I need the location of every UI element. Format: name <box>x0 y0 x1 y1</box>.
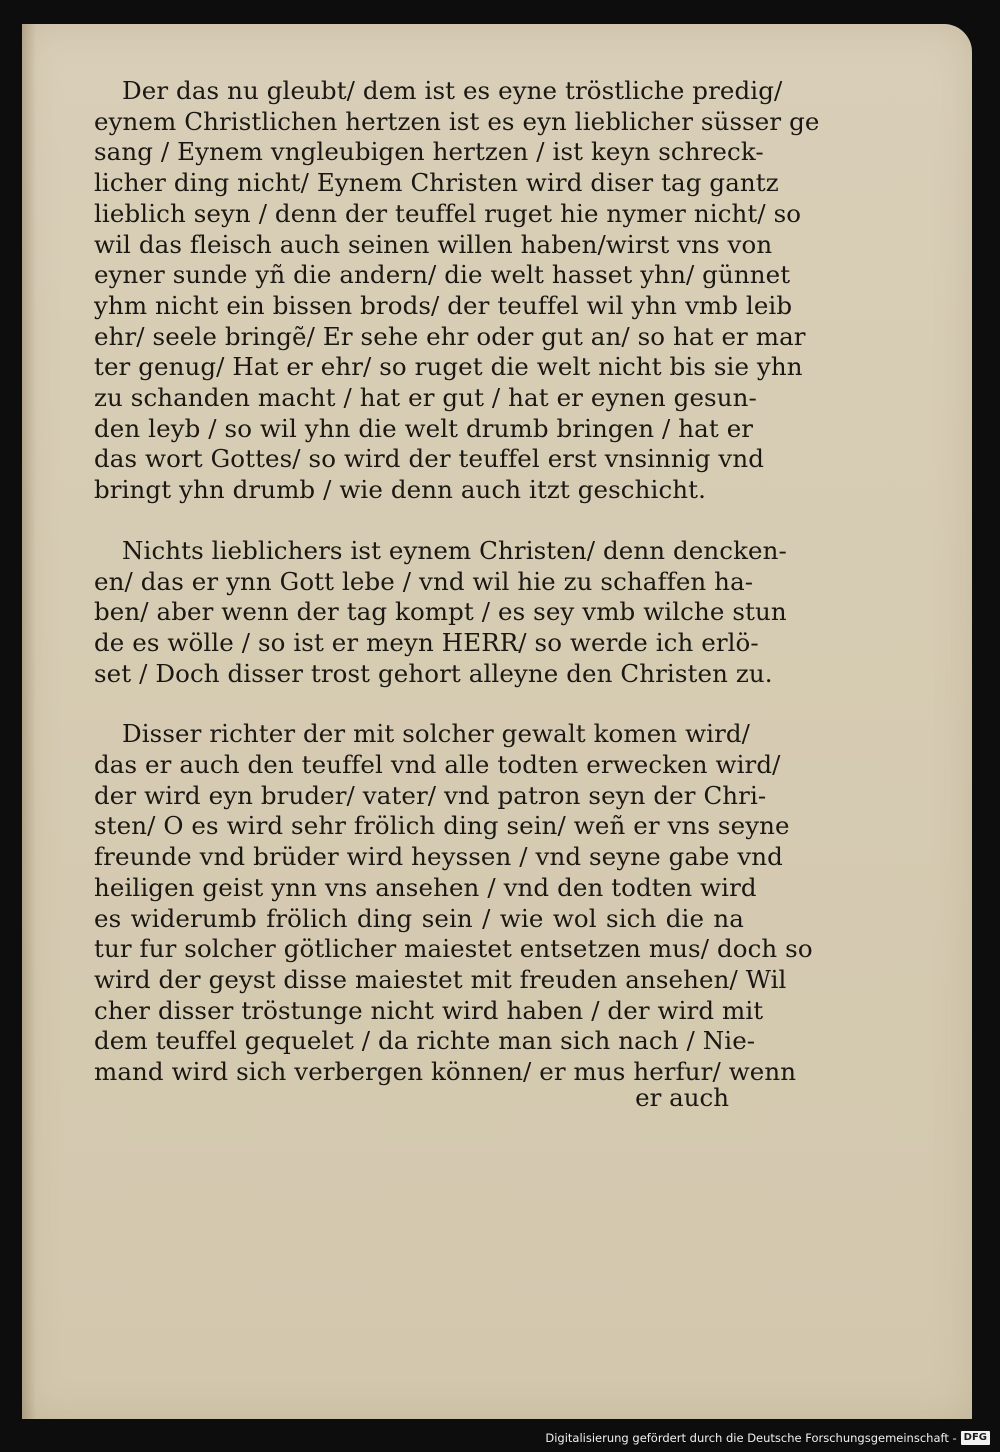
text-line: mand wird sich verbergen können/ er mus herfur/ wenn <box>94 1057 797 1087</box>
text-line: set / Doch disser trost gehort alleyne den Christen zu. <box>94 658 773 688</box>
text-line: yhm nicht ein bissen brods/ der teuffel wil yhn vmb leib <box>94 290 793 320</box>
text-line: eynem Christlichen hertzen ist es eyn lieblicher süsser ge <box>94 106 820 136</box>
text-line: cher disser tröstunge nicht wird haben / der wird mit <box>94 995 764 1025</box>
text-line: Disser richter der mit solcher gewalt komen wird/ <box>122 719 751 749</box>
text-line: tur fur solcher götlicher maiestet entsetzen mus/ doch so <box>94 934 813 964</box>
text-line: es widerumb frölich ding sein / wie wol sich die na <box>94 903 744 933</box>
digitization-credit <box>545 1430 990 1446</box>
text-line: heiligen geist ynn vns ansehen / vnd den todten wird <box>94 872 757 902</box>
text-line: dem teuffel gequelet / da richte man sich nach / Nie- <box>94 1026 756 1056</box>
text-line: bringt yhn drumb / wie denn auch itzt geschicht. <box>94 475 706 505</box>
text-line: en/ das er ynn Gott lebe / vnd wil hie zu schaffen ha- <box>94 566 754 596</box>
paragraph-1 <box>94 76 820 506</box>
text-line: lieblich seyn / denn der teuffel ruget hie nymer nicht/ so <box>94 198 802 228</box>
catchword: er auch <box>635 1083 729 1112</box>
paragraph-2 <box>94 535 787 690</box>
page-text-block <box>94 76 820 1088</box>
text-line: das er auch den teuffel vnd alle todten erwecken wird/ <box>94 750 781 780</box>
text-line: eyner sunde yñ die andern/ die welt hasset yhn/ günnet <box>94 260 791 290</box>
text-line: wird der geyst disse maiestet mit freuden ansehen/ Wil <box>94 964 787 994</box>
text-line: ehr/ seele bringẽ/ Er sehe ehr oder gut an/ so hat er mar <box>94 321 806 351</box>
text-line: zu schanden macht / hat er gut / hat er eynen gesun- <box>94 383 757 413</box>
credit-text: Digitalisierung gefördert durch die Deutsche Forschungsgemeinschaft - <box>545 1431 957 1445</box>
text-line: sang / Eynem vngleubigen hertzen / ist keyn schreck- <box>94 137 764 167</box>
text-line: den leyb / so wil yhn die welt drumb bringen / hat er <box>94 413 754 443</box>
page-gutter-shadow <box>22 24 36 1419</box>
text-line: das wort Gottes/ so wird der teuffel erst vnsinnig vnd <box>94 444 765 474</box>
dfg-logo: DFG <box>961 1431 990 1445</box>
text-line: Nichts lieblichers ist eynem Christen/ denn dencken- <box>122 535 787 565</box>
text-line: wil das fleisch auch seinen willen haben/wirst vns von <box>94 229 773 259</box>
text-line: sten/ O es wird sehr frölich ding sein/ weñ er vns seyne <box>94 811 790 841</box>
paragraph-3 <box>94 719 813 1087</box>
text-line: ben/ aber wenn der tag kompt / es sey vmb wilche stun <box>94 597 787 627</box>
text-line: Der das nu gleubt/ dem ist es eyne tröstliche predig/ <box>122 76 783 105</box>
book-page <box>22 24 972 1419</box>
text-line: de es wölle / so ist er meyn HERR/ so werde ich erlö- <box>94 627 759 657</box>
text-line: der wird eyn bruder/ vater/ vnd patron seyn der Chri- <box>94 780 767 810</box>
text-line: ter genug/ Hat er ehr/ so ruget die welt nicht bis sie yhn <box>94 352 803 382</box>
text-line: freunde vnd brüder wird heyssen / vnd seyne gabe vnd <box>94 842 783 872</box>
text-line: licher ding nicht/ Eynem Christen wird diser tag gantz <box>94 168 779 198</box>
